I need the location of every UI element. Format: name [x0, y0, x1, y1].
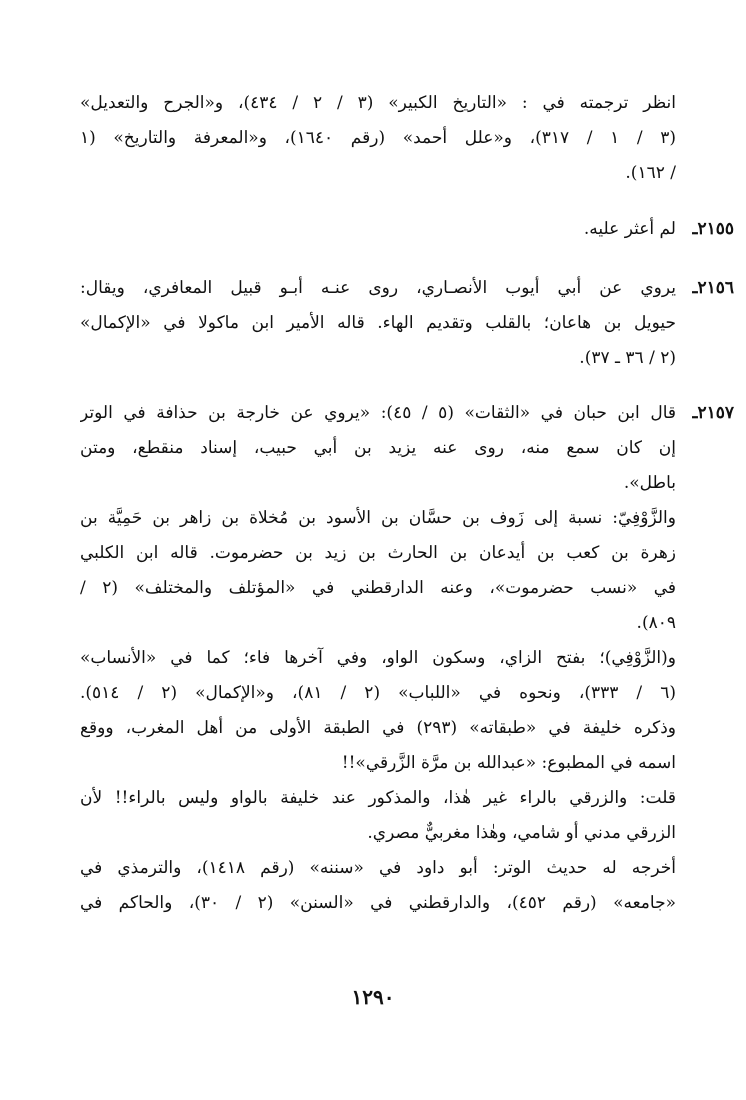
text-line: في «نسب حضرموت»، وعنه الدارقطني في «المؤتلف والمختلف» (٢ / [80, 578, 676, 598]
entry-2156 [80, 271, 734, 376]
entry-number: ٢١٥٥ـ [692, 219, 734, 239]
text-line: حيويل بن هاعان؛ بالقلب وتقديم الهاء. قاله الأمير ابن ماكولا في «الإكمال» [80, 313, 676, 333]
text-line: وذكره خليفة في «طبقاته» (٢٩٣) في الطبقة الأولى من أهل المغرب، ووقع [80, 718, 676, 738]
text-line: قال ابن حبان في «الثقات» (٥ / ٤٥): «يروي عن خارجة بن حذافة في الوتر [80, 403, 676, 423]
text-line: / ١٦٢). [625, 163, 676, 183]
text-line: انظر ترجمته في : «التاريخ الكبير» (٣ / ٢ / ٤٣٤)، و«الجرح والتعديل» [80, 93, 676, 113]
text-line: أخرجه له حديث الوتر: أبو داود في «سننه» (رقم ١٤١٨)، والترمذي في [80, 858, 676, 878]
page-number: ١٢٩٠ [351, 985, 395, 1009]
text-line: لم أعثر عليه. [583, 219, 676, 239]
text-line: إن كان سمع منه، روى عنه يزيد بن أبي حبيب، إسناد منقطع، ومتن [80, 438, 676, 458]
text-line: (٣ / ١ / ٣١٧)، و«علل أحمد» (رقم ١٦٤٠)، و«المعرفة والتاريخ» (١ [80, 128, 676, 148]
text-line: ٨٠٩). [636, 613, 676, 633]
text-line: الزرقي مدني أو شامي، وهٰذا مغربيٌّ مصري. [367, 823, 676, 843]
text-line: (٦ / ٣٣٣)، ونحوه في «اللباب» (٢ / ٨١)، و«الإكمال» (٢ / ٥١٤). [80, 683, 676, 703]
text-line: (٢ / ٣٦ ـ ٣٧). [579, 348, 676, 368]
text-line: قلت: والزرقي بالراء غير هٰذا، والمذكور عند خليفة بالواو وليس بالراء!! لأن [80, 788, 676, 808]
entry-number: ٢١٥٧ـ [692, 403, 734, 423]
text-line: والزَّوْفِيّ: نسبة إلى زَوف بن حسَّان بن الأسود بن مُخلاة بن زاهر بن حَمِيَّة بن [80, 508, 676, 528]
entry-number: ٢١٥٦ـ [692, 278, 734, 298]
entry-2155 [80, 212, 734, 247]
text-line: يروي عن أبي أيوب الأنصـاري، روى عنـه أبـو قبيل المعافري، ويقال: [80, 278, 676, 298]
text-line: «جامعه» (رقم ٤٥٢)، والدارقطني في «السنن» (٢ / ٣٠)، والحاكم في [80, 893, 676, 913]
text-line: اسمه في المطبوع: «عبدالله بن مرَّة الزَّرقي»!! [341, 753, 676, 773]
text-line: زهرة بن كعب بن أيدعان بن الحارث بن زيد بن حضرموت. قاله ابن الكلبي [80, 543, 676, 563]
paragraph-references [80, 86, 676, 191]
text-line: باطل». [623, 473, 676, 493]
entry-2157 [80, 396, 734, 921]
text-line: و(الزَّوْفِي)؛ بفتح الزاي، وسكون الواو، وفي آخرها فاء؛ كما في «الأنساب» [80, 648, 676, 668]
